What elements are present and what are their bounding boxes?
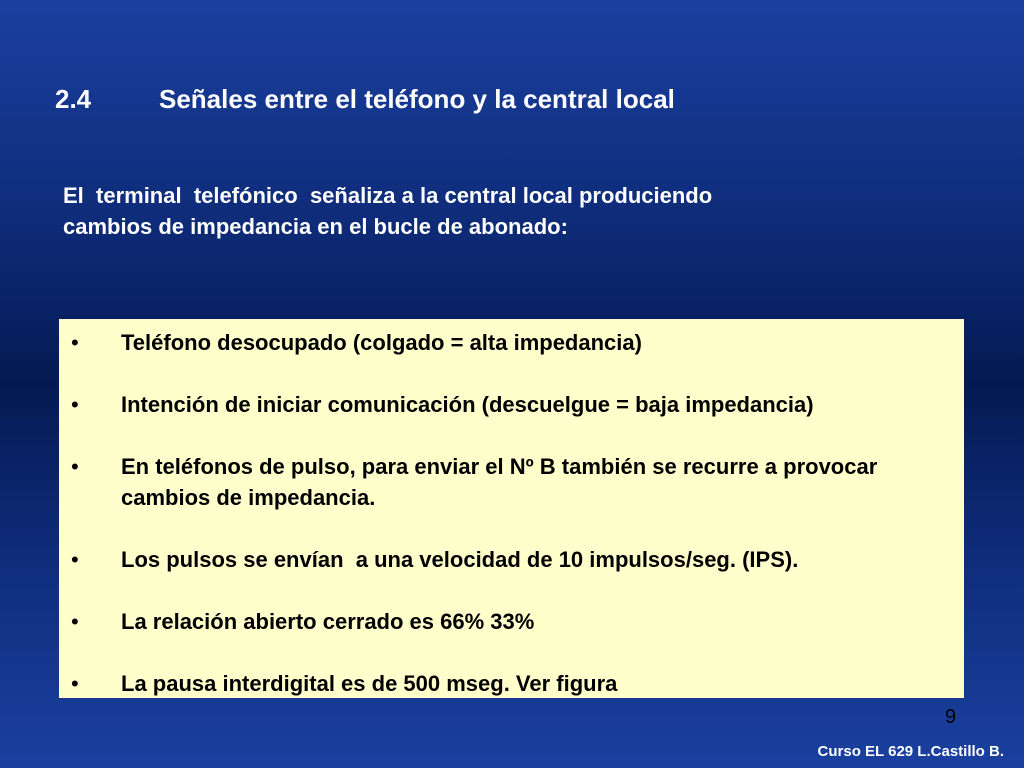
bullet-item <box>59 327 964 358</box>
bullet-dot: • <box>71 454 79 479</box>
bullet-dot: • <box>71 671 79 696</box>
bullet-text: Los pulsos se envían a una velocidad de 10 impulsos/seg. (IPS). <box>121 547 799 572</box>
bullet-text: Intención de iniciar comunicación (descuelgue = baja impedancia) <box>121 392 814 417</box>
bullet-text: La relación abierto cerrado es 66% 33% <box>121 609 535 634</box>
bullet-dot: • <box>71 392 79 417</box>
slide-title <box>55 84 675 115</box>
intro-line-1: El terminal telefónico señaliza a la central local produciendo <box>63 183 713 208</box>
bullet-item <box>59 668 964 699</box>
intro-line-2: cambios de impedancia en el bucle de abonado: <box>63 214 568 239</box>
page-number: 9 <box>945 706 957 728</box>
bullet-item <box>59 544 964 575</box>
bullet-dot: • <box>71 330 79 355</box>
bullet-item <box>59 606 964 637</box>
bullet-text: Teléfono desocupado (colgado = alta impedancia) <box>121 330 642 355</box>
section-number: 2.4 <box>55 84 92 114</box>
bullet-text: La pausa interdigital es de 500 mseg. Ver figura <box>121 671 618 696</box>
bullet-dot: • <box>71 547 79 572</box>
bullet-text: En teléfonos de pulso, para enviar el Nº B también se recurre a provocar cambios de impedancia. <box>121 454 878 510</box>
intro-paragraph <box>63 180 863 242</box>
title-text: Señales entre el teléfono y la central local <box>159 84 675 114</box>
bullet-item <box>59 389 964 420</box>
bullet-list-box <box>59 319 964 698</box>
footer-course-label: Curso EL 629 L.Castillo B. <box>817 743 1004 760</box>
bullet-dot: • <box>71 609 79 634</box>
bullet-item <box>59 451 964 513</box>
